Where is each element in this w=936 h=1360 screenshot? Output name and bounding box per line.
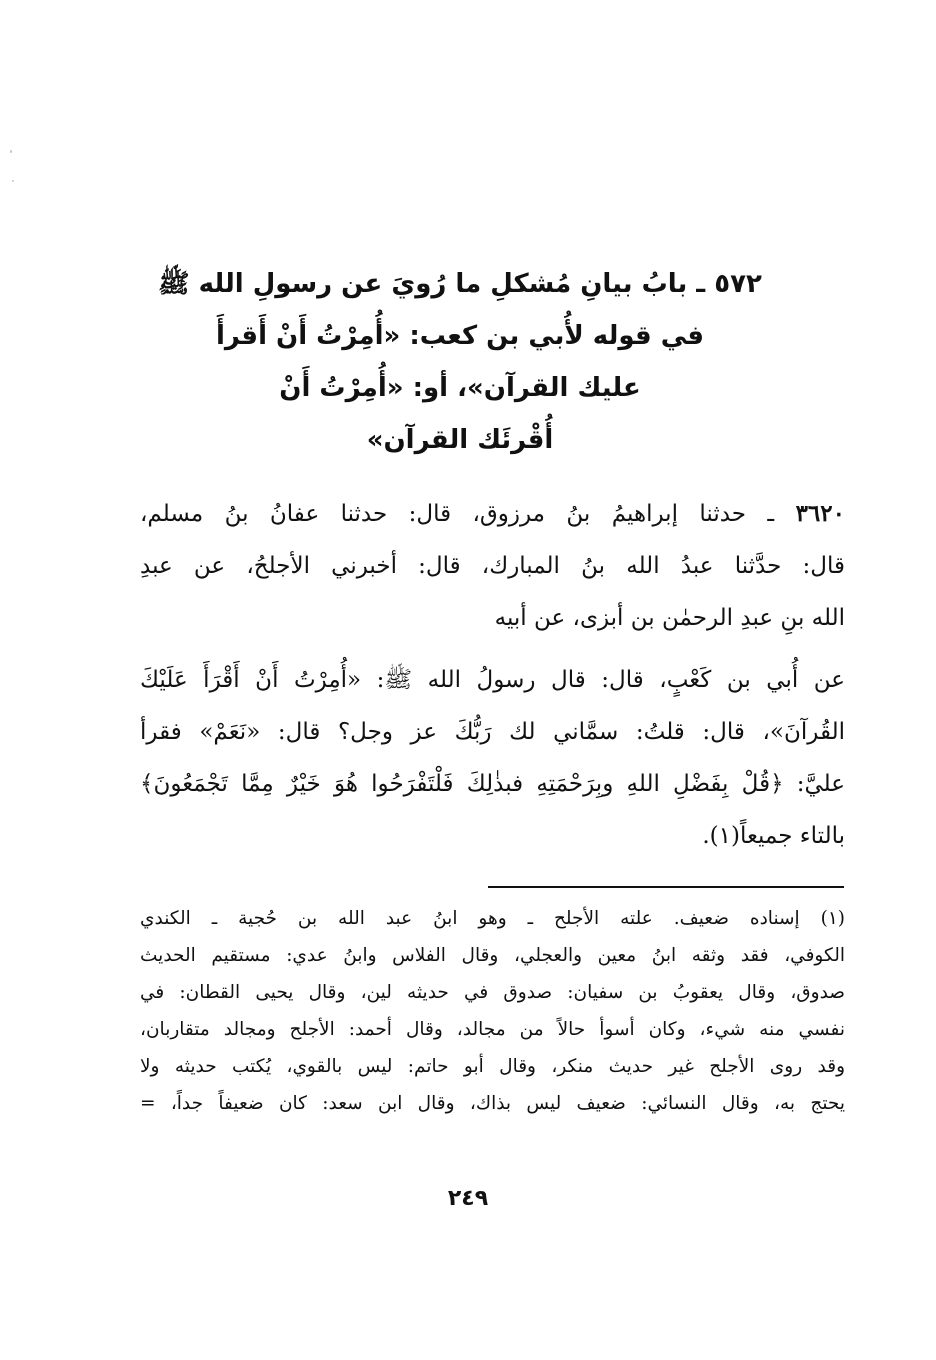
hadith-number: ٣٦٢٠ <box>795 500 845 527</box>
footnote-line: صدوق، وقال يعقوبُ بن سفيان: صدوق في حديثه لين، وقال يحيى القطان: في <box>140 982 845 1003</box>
hadith-line: القُرآنَ»، قال: قلتُ: سمَّاني لك رَبُّكَ عز وجل؟ قال: «نَعَمْ» فقرأ <box>140 719 845 745</box>
hadith-text <box>140 488 845 862</box>
hadith-line: بالتاء جميعاً(١). <box>702 823 845 849</box>
chapter-heading-line: في قوله لأُبي بن كعب: «أُمِرْتُ أَنْ أَقرأَ <box>215 321 705 351</box>
footnote-line: نفسي منه شيء، وكان أسوأ حالاً من مجالد، وقال أحمد: الأجلح ومجالد متقاربان، <box>140 1019 845 1040</box>
hadith-line: الله بنِ عبدِ الرحمٰن بن أبزى، عن أبيه <box>494 605 845 631</box>
chapter-heading-line: عليك القرآن»، أو: «أُمِرْتُ أَنْ <box>279 373 641 403</box>
footnote-line: الكوفي، فقد وثقه ابنُ معين والعجلي، وقال الفلاس وابنُ عدي: مستقيم الحديث <box>140 945 845 966</box>
chapter-heading-line: ٥٧٢ ـ بابُ بيانِ مُشكلِ ما رُويَ عن رسولِ الله ﷺ <box>158 269 762 299</box>
footnote-line: (١) إسناده ضعيف. علته الأجلح ـ وهو ابنُ عبد الله بن حُجية ـ الكندي <box>140 908 845 929</box>
hadith-line-text: ـ حدثنا إبراهيمُ بنُ مرزوق، قال: حدثنا عفانُ بنُ مسلم، <box>140 501 796 527</box>
scan-mark <box>12 180 14 182</box>
chapter-heading <box>150 258 770 466</box>
footnote-line: وقد روى الأجلح غير حديث منكر، وقال أبو حاتم: ليس بالقوي، يُكتب حديثه ولا <box>140 1056 845 1077</box>
scan-mark <box>10 150 12 153</box>
hadith-line: عن أُبي بن كَعْبٍ، قال: قال رسولُ الله ﷺ: «أُمِرْتُ أَنْ أَقْرَأَ عَلَيْكَ <box>140 667 845 693</box>
chapter-heading-line: أُقْرئَك القرآن» <box>366 425 554 455</box>
footnote-divider <box>488 886 844 888</box>
hadith-line: قال: حدَّثنا عبدُ الله بنُ المبارك، قال: أخبرني الأجلحُ، عن عبدِ <box>140 553 845 579</box>
page-number: ٢٤٩ <box>447 1186 489 1211</box>
footnote <box>140 900 845 1122</box>
hadith-line: عليَّ: ﴿قُلْ بِفَضْلِ اللهِ وبِرَحْمَتِهِ فبذٰلِكَ فَلْتَفْرَحُوا هُوَ خَيْرٌ مِمَّا تَجْمَعُونَ﴾ <box>140 771 845 797</box>
footnote-line: يحتج به، وقال النسائي: ضعيف ليس بذاك، وقال ابن سعد: كان ضعيفاً جداً، = <box>140 1093 845 1114</box>
hadith-line <box>140 488 845 540</box>
